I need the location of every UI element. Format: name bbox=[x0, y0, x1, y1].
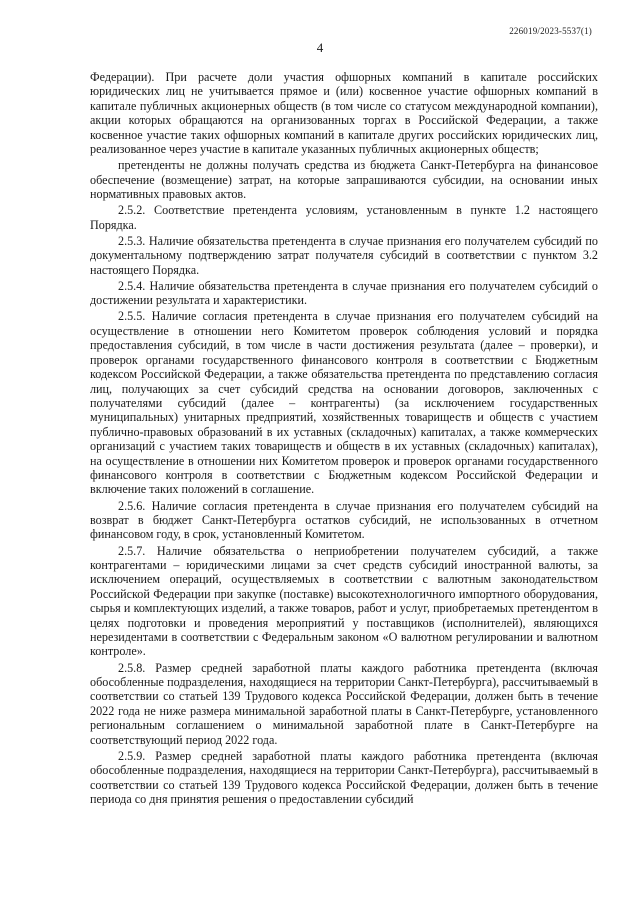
paragraph-2-5-9: 2.5.9. Размер средней заработной платы каждого работника претендента (включая обособленные подразделения, находящиеся на территории Санкт-Петербурга), рассчитываемый в соответствии со статьей 139 Трудового кодекса Российской Федерации, должен быть в течение периода со дня принятия решения о предоставлении субсидий bbox=[90, 748, 598, 807]
paragraph-2-5-5: 2.5.5. Наличие согласия претендента в случае признания его получателем субсидий на осуществление в отношении него Комитетом проверок соблюдения условий и порядка предоставления субсидий, в том числе в части достижения результата (далее – проверки), и проверок органами государственного финансового контроля в соответствии с Бюджетным кодексом Российской Федерации, а также обязательства претендента по представлению согласия лиц, получающих за счет субсидий средства на основании договоров, заключенных с получателями субсидий (далее – контрагенты) (за исключением государственных муниципальных) унитарных предприятий, хозяйственных товариществ и обществ с участием публично-правовых образований в их уставных (складочных) капиталах, а также коммерческих организаций с участием таких товариществ и обществ в их уставных (складочных) капиталах), на осуществление в отношении них Комитетом проверок и проверок органами государственного финансового контроля в соответствии с Бюджетным кодексом Российской Федерации и включение таких положений в соглашение. bbox=[90, 309, 598, 497]
paragraph-2-5-6: 2.5.6. Наличие согласия претендента в случае признания его получателем субсидий на возврат в бюджет Санкт-Петербурга остатков субсидий, не использованных в отчетном финансовом году, в срок, установленный Комитетом. bbox=[90, 498, 598, 542]
paragraph-2-5-3: 2.5.3. Наличие обязательства претендента в случае признания его получателем субсидий по документальному подтверждению затрат получателя субсидий в соответствии с пунктом 3.2 настоящего Порядка. bbox=[90, 233, 598, 277]
paragraph-applicants-funds: претенденты не должны получать средства из бюджета Санкт-Петербурга на финансовое обеспечение (возмещение) затрат, на которые запрашиваются субсидии, на основании иных нормативных правовых актов. bbox=[90, 158, 598, 202]
paragraph-2-5-7: 2.5.7. Наличие обязательства о неприобретении получателем субсидий, а также контрагентами – юридическими лицами за счет средств субсидий иностранной валюты, за исключением операций, осуществляемых в соответствии с валютным законодательством Российской Федерации при закупке (поставке) высокотехнологичного импортного оборудования, сырья и комплектующих изделий, а также товаров, работ и услуг, приобретаемых претендентом в целях подготовки и проведения мероприятий у поставщиков (исполнителей), являющихся нерезидентами в соответствии с Федеральным законом «О валютном регулировании и валютном контроле». bbox=[90, 543, 598, 659]
paragraph-continuation: Федерации). При расчете доли участия офшорных компаний в капитале российских юридических лиц не учитывается прямое и (или) косвенное участие офшорных компаний в капитале публичных акционерных обществ (в том числе со статусом международной компании), акции которых обращаются на организованных торгах в Российской Федерации, а также косвенное участие таких офшорных компаний в капитале других российских юридических лиц, реализованное через участие в капитале указанных публичных акционерных обществ; bbox=[90, 70, 598, 157]
page-number: 4 bbox=[316, 40, 324, 55]
paragraph-2-5-2: 2.5.2. Соответствие претендента условиям, установленным в пункте 1.2 настоящего Порядка. bbox=[90, 203, 598, 232]
document-id: 226019/2023-5537(1) bbox=[509, 26, 592, 36]
paragraph-2-5-8: 2.5.8. Размер средней заработной платы каждого работника претендента (включая обособленные подразделения, находящиеся на территории Санкт-Петербурга), рассчитываемый в соответствии со статьей 139 Трудового кодекса Российской Федерации, должен быть в течение 2022 года не ниже размера минимальной заработной платы в Санкт-Петербурге, установленного региональным соглашением о минимальной заработной плате в Санкт-Петербурге на соответствующий период 2022 года. bbox=[90, 660, 598, 747]
document-body bbox=[90, 70, 598, 808]
paragraph-2-5-4: 2.5.4. Наличие обязательства претендента в случае признания его получателем субсидий о достижении результата и характеристики. bbox=[90, 278, 598, 308]
